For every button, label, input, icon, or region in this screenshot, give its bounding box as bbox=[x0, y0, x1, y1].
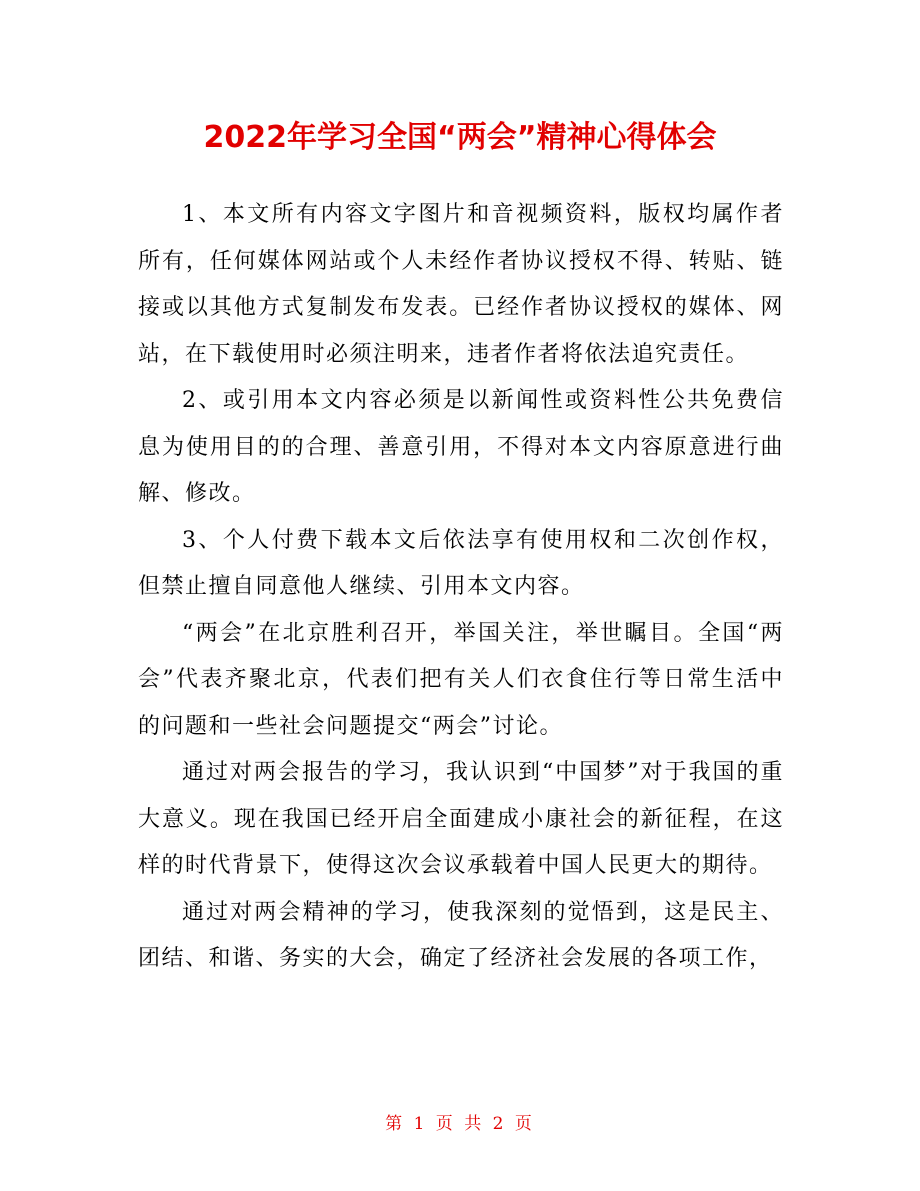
document-title: 2022年学习全国“两会”精神心得体会 bbox=[203, 120, 717, 155]
document-body bbox=[138, 192, 784, 983]
paragraph-1: 1、本文所有内容文字图片和音视频资料，版权均属作者所有，任何媒体网站或个人未经作者协议授权不得、转贴、链接或以其他方式复制发布发表。已经作者协议授权的媒体、网站，在下载使用时必须注明来，违者作者将依法追究责任。 bbox=[138, 202, 784, 367]
paragraph-3: 3、个人付费下载本文后依法享有使用权和二次创作权，但禁止擅自同意他人继续、引用本文内容。 bbox=[138, 527, 784, 599]
paragraph-5: 通过对两会报告的学习，我认识到“中国梦”对于我国的重大意义。现在我国已经开启全面建成小康社会的新征程，在这样的时代背景下，使得这次会议承载着中国人民更大的期待。 bbox=[138, 760, 784, 878]
paragraph-2: 2、或引用本文内容必须是以新闻性或资料性公共免费信息为使用目的的合理、善意引用，不得对本文内容原意进行曲解、修改。 bbox=[138, 388, 784, 506]
paragraph-6: 通过对两会精神的学习，使我深刻的觉悟到，这是民主、团结、和谐、务实的大会，确定了经济社会发展的各项工作， bbox=[138, 899, 784, 971]
page-number-footer: 第 1 页 共 2 页 bbox=[385, 1114, 535, 1134]
paragraph-4: “两会”在北京胜利召开，举国关注，举世瞩目。全国“两会”代表齐聚北京，代表们把有关人们衣食住行等日常生活中的问题和一些社会问题提交“两会”讨论。 bbox=[138, 620, 784, 739]
